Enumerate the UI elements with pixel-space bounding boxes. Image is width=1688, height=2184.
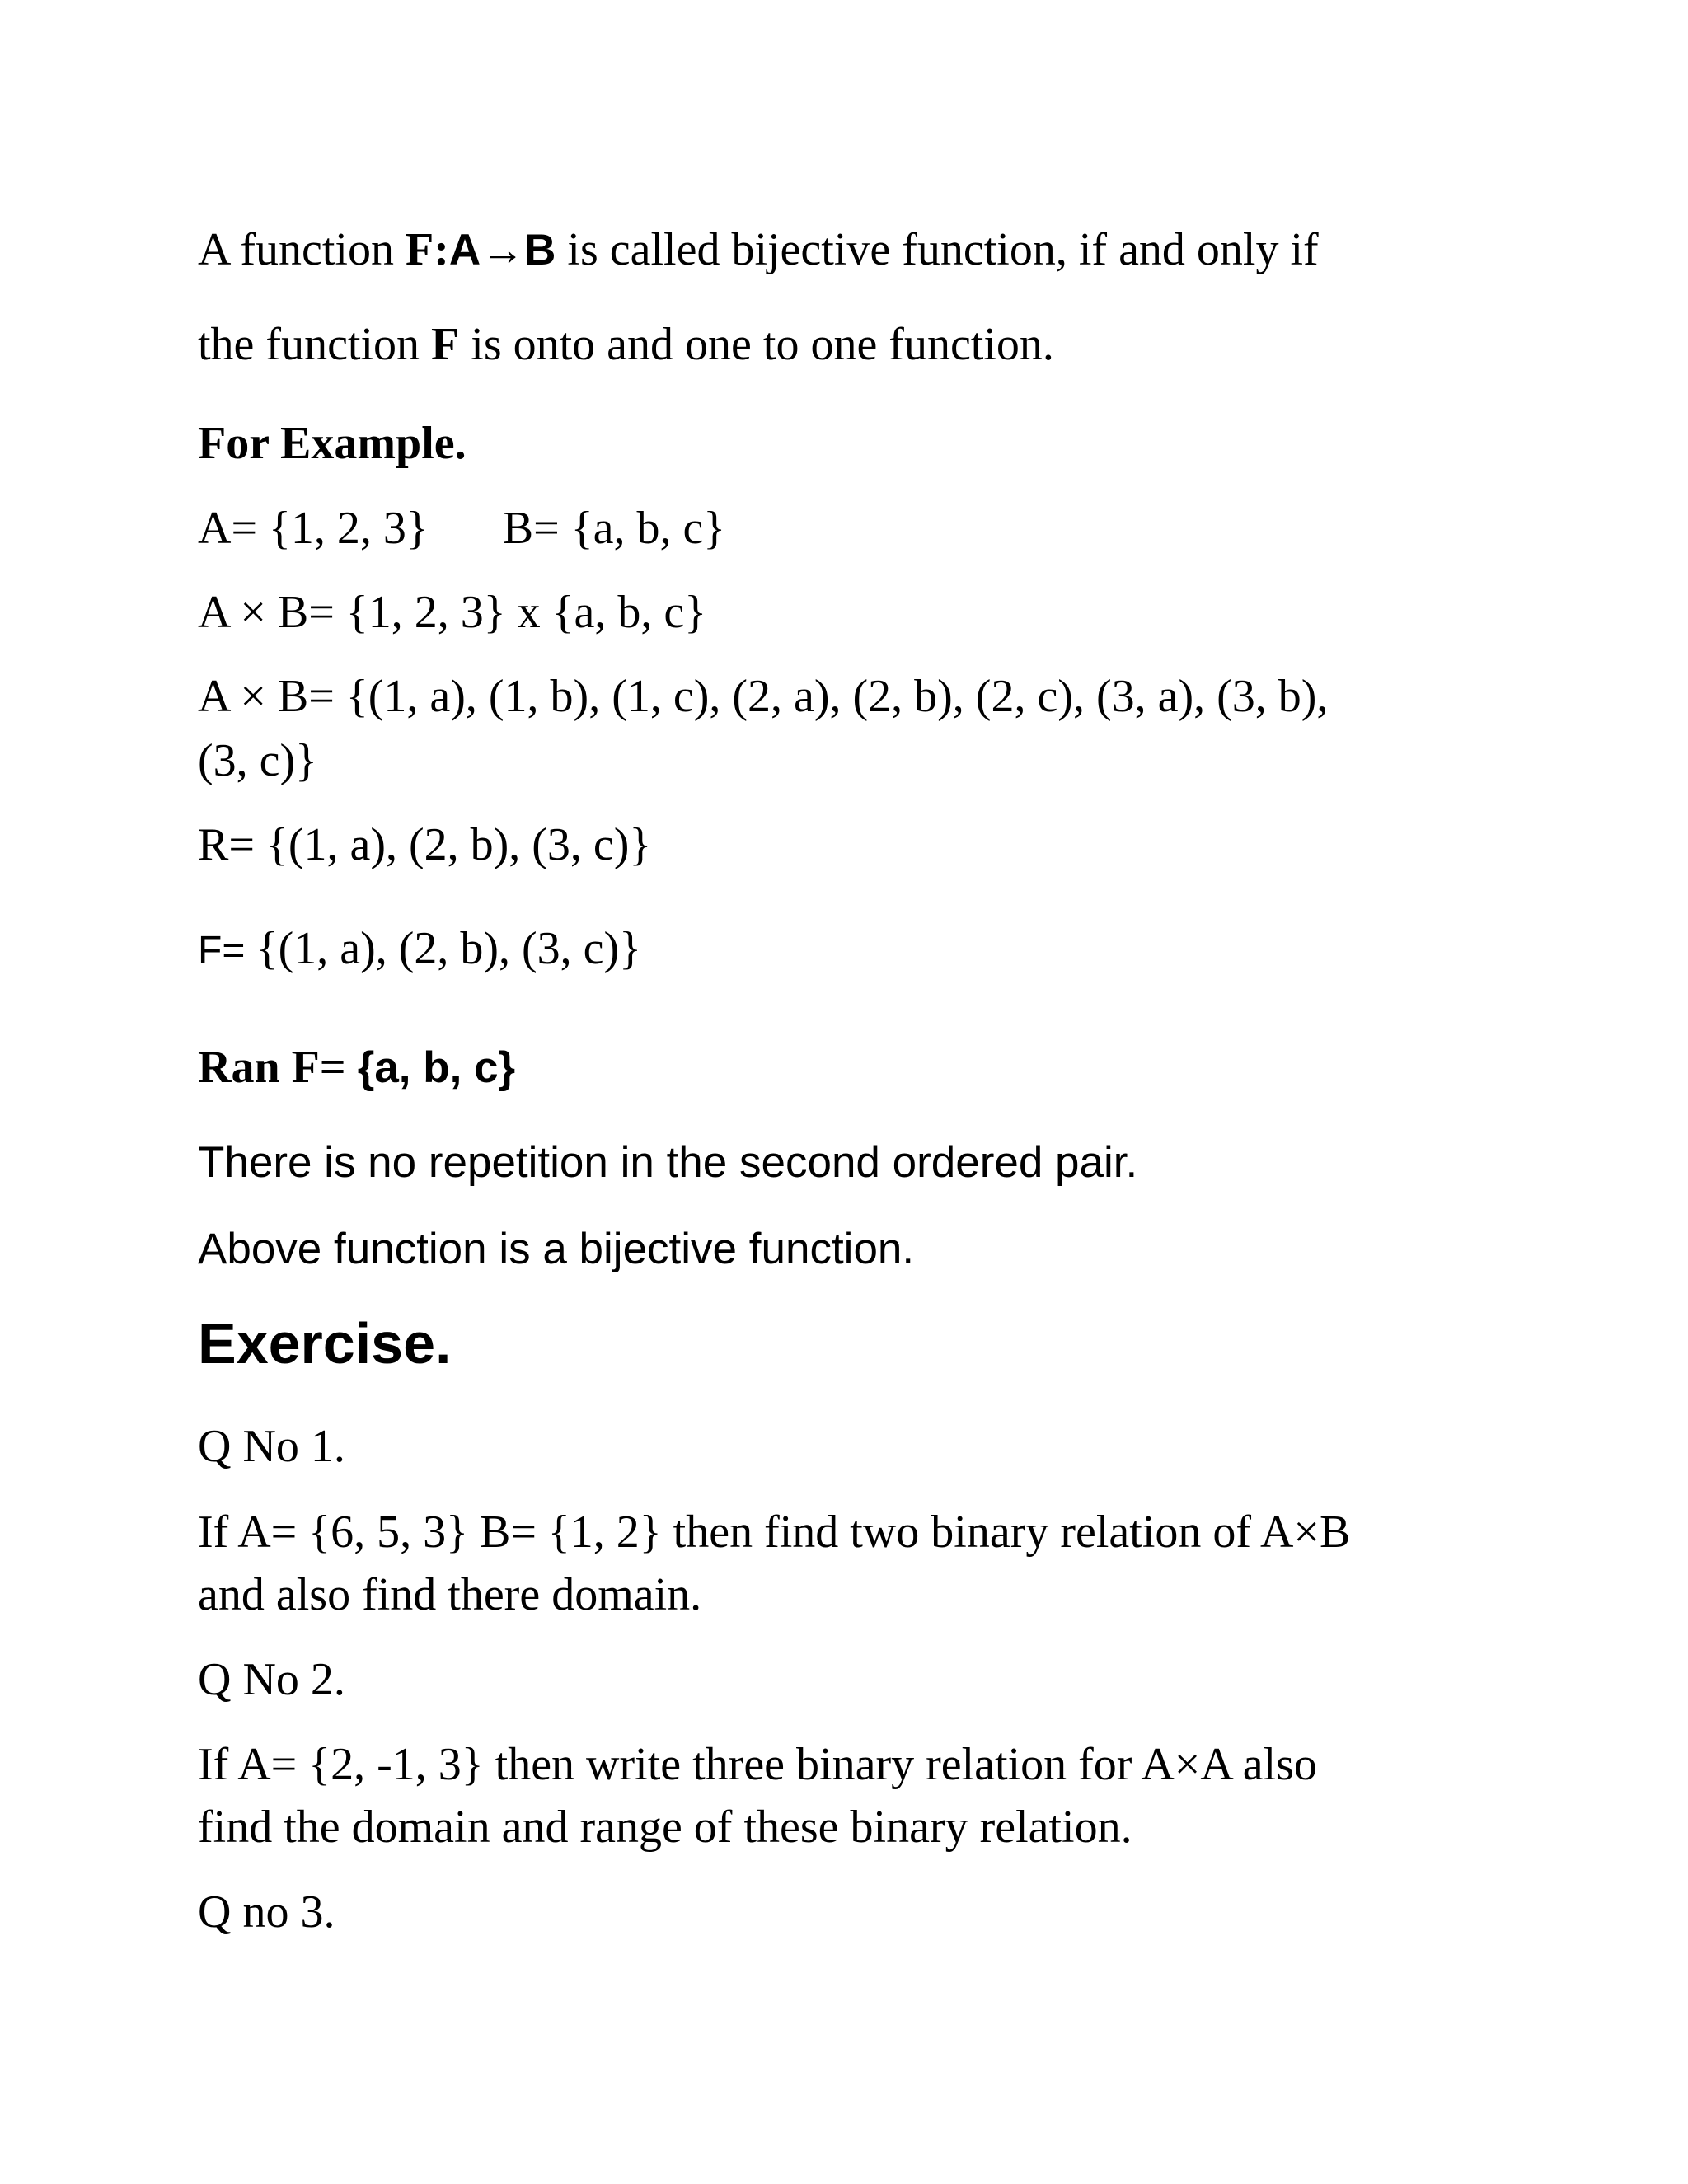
range-label: Ran F= — [198, 1042, 358, 1093]
definition-text: is called bijective function, if and only if — [556, 224, 1319, 275]
function-label: F= — [198, 929, 256, 972]
question-2-label: Q No 2. — [198, 1654, 345, 1705]
function-symbol: F: — [405, 224, 449, 275]
function-mapping: A→B — [448, 226, 556, 274]
sets-line — [198, 501, 725, 555]
definition-line-2 — [198, 317, 1054, 372]
cartesian-product-line-1: A × B= {(1, a), (1, b), (1, c), (2, a), (2, b), (2, c), (3, a), (3, b), — [198, 671, 1329, 722]
exercise-heading: Exercise. — [198, 1311, 452, 1376]
definition-text: is onto and one to one function. — [459, 319, 1054, 370]
definition-text: the function — [198, 319, 432, 370]
note-line-2: Above function is a bijective function. — [198, 1225, 915, 1273]
function-value: {(1, a), (2, b), (3, c)} — [256, 923, 642, 974]
range-line — [198, 1040, 515, 1095]
definition-text: A function — [198, 224, 406, 275]
question-1-label: Q No 1. — [198, 1421, 345, 1472]
question-2-line-1: If A= {2, -1, 3} then write three binary relation for A×A also — [198, 1739, 1317, 1790]
question-1-line-1: If A= {6, 5, 3} B= {1, 2} then find two binary relation of A×B — [198, 1507, 1351, 1558]
question-1-line-2: and also find there domain. — [198, 1569, 702, 1620]
cartesian-product-line-2: (3, c)} — [198, 735, 318, 786]
range-value: {a, b, c} — [357, 1043, 516, 1092]
question-2-line-2: find the domain and range of these binary relation. — [198, 1802, 1132, 1853]
function-line — [198, 921, 641, 978]
cartesian-product-sets: A × B= {1, 2, 3} x {a, b, c} — [198, 587, 707, 638]
set-b: B= {a, b, c} — [502, 503, 726, 554]
relation-line: R= {(1, a), (2, b), (3, c)} — [198, 819, 652, 870]
example-heading: For Example. — [198, 418, 467, 469]
definition-line-1 — [198, 223, 1319, 278]
note-line-1: There is no repetition in the second ordered pair. — [198, 1138, 1138, 1187]
set-a: A= {1, 2, 3} — [198, 503, 429, 554]
question-3-label: Q no 3. — [198, 1886, 335, 1938]
function-symbol: F — [431, 319, 460, 370]
